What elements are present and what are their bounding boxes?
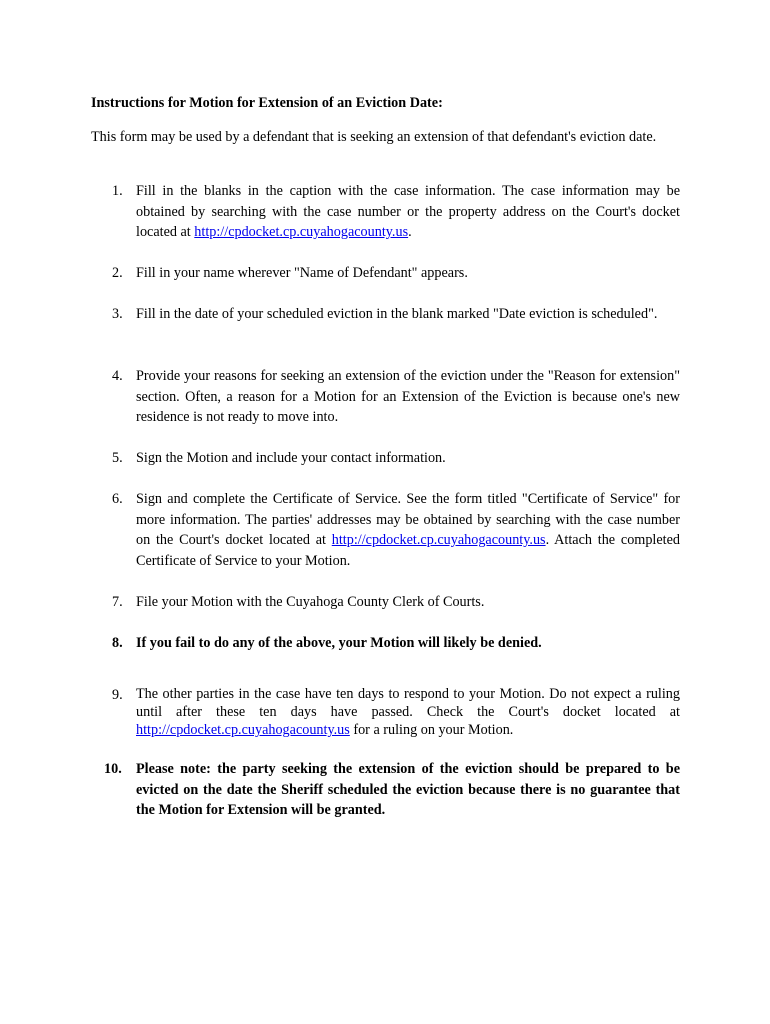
list-item-number: 5. (112, 450, 123, 466)
list-item-text: Sign the Motion and include your contact information. (136, 450, 446, 466)
list-item-number: 9. (112, 687, 123, 703)
list-item-6 (112, 489, 680, 571)
list-item-text-before: Fill in the blanks in the caption with the case information. The case information may be obtained by searching with the case number or the property address on the Court's docket located at (136, 183, 680, 241)
list-item-number: 7. (112, 594, 123, 610)
list-item-text (136, 685, 680, 740)
list-item-text: Fill in the date of your scheduled eviction in the blank marked "Date eviction is scheduled". (136, 306, 658, 322)
list-item-text-after: . (408, 224, 412, 241)
list-item-text (136, 181, 680, 243)
list-item-number: 3. (112, 306, 123, 322)
list-item-1 (112, 181, 680, 243)
list-item-text: Fill in your name wherever "Name of Defendant" appears. (136, 265, 468, 281)
intro-paragraph: This form may be used by a defendant that is seeking an extension of that defendant's eviction date. (91, 129, 657, 145)
list-item-text: Please note: the party seeking the extension of the eviction should be prepared to be evicted on the date the Sheriff scheduled the eviction because there is no guarantee that the Motion for Extension will be granted. (136, 761, 680, 819)
list-item-5 (112, 448, 680, 469)
list-item-text-after: for a ruling on your Motion. (349, 722, 514, 739)
list-item-text: If you fail to do any of the above, your Motion will likely be denied. (136, 635, 542, 651)
list-item-number: 6. (112, 491, 123, 507)
list-item-9 (112, 685, 680, 740)
list-item-text-after: . Attach the completed Certificate of Service to your Motion. (136, 532, 680, 569)
list-item-number: 4. (112, 368, 123, 384)
list-item-7 (112, 592, 680, 613)
docket-link[interactable]: http://cpdocket.cp.cuyahogacounty.us (136, 722, 350, 739)
list-item-text-before: The other parties in the case have ten days to respond to your Motion. Do not expect a ruling until after these ten days have passed. Check the Court's docket located at (136, 686, 680, 721)
list-item-number: 1. (112, 183, 123, 199)
list-item-2 (112, 263, 680, 284)
list-item-3 (112, 304, 680, 325)
list-item-text (136, 489, 680, 571)
list-item-text-before: Sign and complete the Certificate of Service. See the form titled "Certificate of Service" for more information. The parties' addresses may be obtained by searching with the case number on the Court's docket located at (136, 491, 680, 549)
list-item-number: 2. (112, 265, 123, 281)
list-item-text: Provide your reasons for seeking an extension of the eviction under the "Reason for extension" section. Often, a reason for a Motion for an Extension of the Eviction is because one's new residence is not ready to move into. (136, 368, 680, 426)
list-item-4 (112, 366, 680, 428)
document-title: Instructions for Motion for Extension of an Eviction Date: (91, 95, 443, 111)
docket-link[interactable]: http://cpdocket.cp.cuyahogacounty.us (194, 224, 409, 241)
list-item-8-warning (112, 633, 680, 654)
docket-link[interactable]: http://cpdocket.cp.cuyahogacounty.us (331, 532, 546, 549)
list-item-text: File your Motion with the Cuyahoga County Clerk of Courts. (136, 594, 485, 610)
list-item-10-note (104, 759, 680, 821)
list-item-number: 10. (104, 761, 122, 777)
list-item-number: 8. (112, 635, 123, 651)
